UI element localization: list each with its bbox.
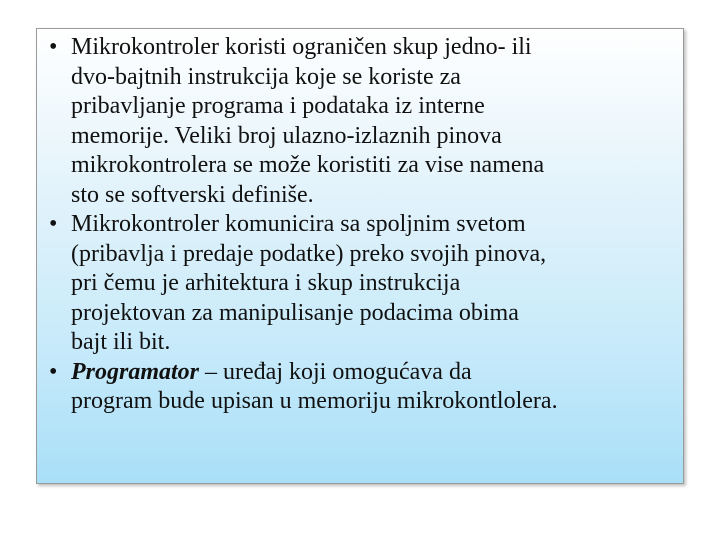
bullet-3-line-2: program bude upisan u memoriju mikrokontlolera. [71,388,558,414]
bullet-2-line-1: Mikrokontroler komunicira sa spoljnim svetom [71,211,526,237]
bullet-icon: • [49,34,58,60]
bullet-1-line-1: Mikrokontroler koristi ograničen skup jedno- ili [71,34,532,60]
bullet-icon: • [49,211,58,237]
bullet-2-line-4: projektovan za manipulisanje podacima obima [71,299,519,326]
bullet-list [37,29,683,417]
bullet-1-line-2: dvo-bajtnih instrukcija koje se koriste za [71,63,461,90]
content-text-box [36,28,684,484]
bullet-1-line-4: memorije. Veliki broj ulazno-izlaznih pinova [71,122,502,149]
bullet-item-2 [49,210,675,358]
programator-term: Programator [71,358,200,385]
bullet-3-line-1-rest: – uređaj koji omogućava da [199,358,472,385]
bullet-1-line-3: pribavljanje programa i podataka iz interne [71,93,485,119]
bullet-2-line-3: pri čemu je arhitektura i skup instrukcija [71,270,461,296]
bullet-1-line-6: sto se softverski definiše. [71,181,314,208]
bullet-item-3 [49,358,675,417]
bullet-1-line-5: mikrokontrolera se može koristiti za vise namena [71,152,545,178]
bullet-2-line-2: (pribavlja i predaje podatke) preko svojih pinova, [71,240,547,267]
bullet-icon: • [49,358,58,385]
bullet-item-1 [49,33,675,210]
bullet-2-line-5: bajt ili bit. [71,329,171,355]
